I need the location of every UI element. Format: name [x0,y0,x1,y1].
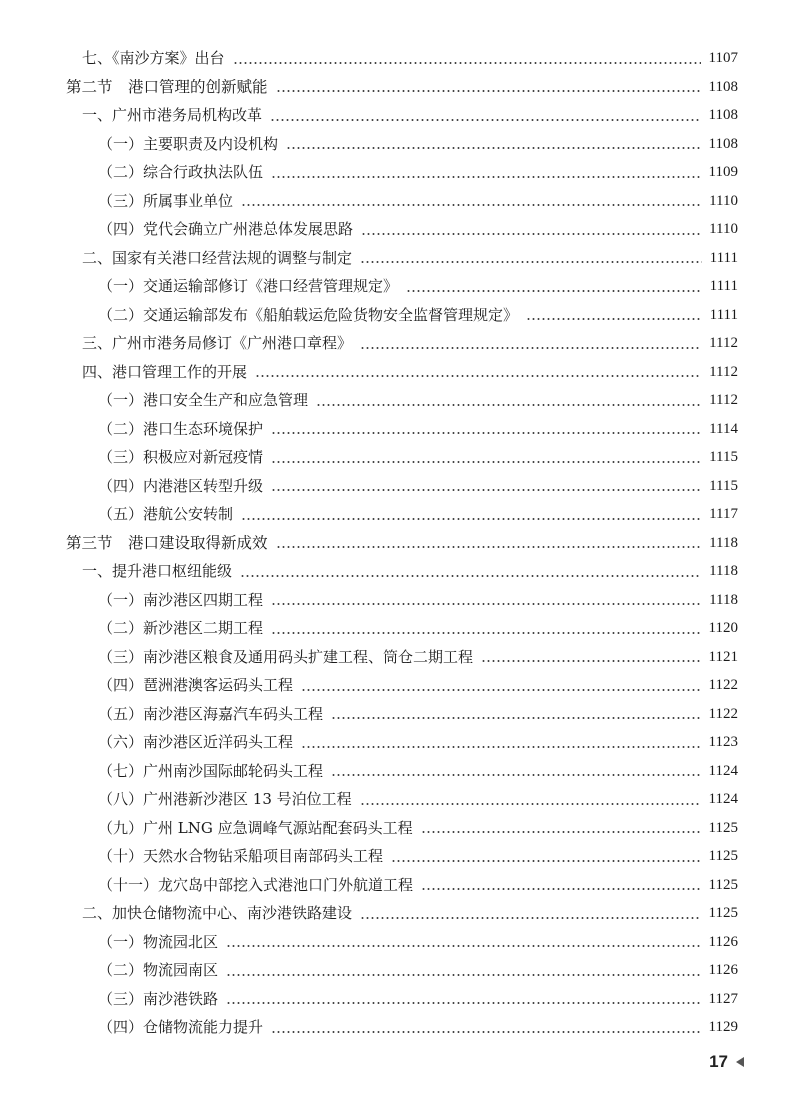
dot-leader [271,461,701,463]
toc-subentry[interactable] [66,386,738,415]
toc-subentry[interactable] [66,187,738,216]
toc-label: （四）党代会确立广州港总体发展思路 [98,220,354,238]
dot-leader [360,917,701,919]
dot-leader [226,945,701,947]
toc-label: （五）港航公安转制 [98,505,234,523]
toc-page-number: 1125 [708,905,738,921]
table-of-contents [66,44,738,1042]
toc-label: （七）广州南沙国际邮轮码头工程 [98,761,324,780]
dot-leader [240,575,701,577]
toc-page-number: 1112 [709,392,738,408]
toc-label: （一）物流园北区 [98,932,219,951]
toc-entry[interactable] [66,358,738,387]
dot-leader [391,860,701,862]
toc-page-number: 1108 [708,107,738,123]
toc-subentry[interactable] [66,586,738,615]
toc-section[interactable] [66,529,738,558]
toc-entry[interactable] [66,44,738,73]
toc-page-number: 1126 [708,933,738,950]
toc-page-number: 1122 [708,705,738,722]
dot-leader [301,746,701,748]
toc-subentry[interactable] [66,785,738,814]
toc-page-number: 1114 [709,420,738,437]
toc-page-number: 1112 [709,335,738,351]
dot-leader [271,489,701,491]
dot-leader [331,774,701,776]
toc-entry[interactable] [66,101,738,130]
toc-page-number: 1107 [708,50,738,66]
dot-leader [271,432,701,434]
toc-subentry[interactable] [66,472,738,501]
toc-subentry[interactable] [66,928,738,957]
toc-entry[interactable] [66,899,738,928]
toc-entry[interactable] [66,244,738,273]
dot-leader [286,147,701,149]
toc-page-number: 1111 [709,306,738,323]
page-folio [709,1052,744,1072]
toc-subentry[interactable] [66,985,738,1014]
toc-page-number: 1126 [708,962,738,978]
toc-subentry[interactable] [66,443,738,472]
toc-page-number: 1118 [709,563,738,579]
toc-label: （三）南沙港区粮食及通用码头扩建工程、筒仓二期工程 [98,647,474,666]
dot-leader [406,290,702,292]
toc-label: （八）广州港新沙港区 13 号泊位工程 [98,790,352,808]
toc-label: （一）交通运输部修订《港口经营管理规定》 [98,277,399,295]
toc-subentry[interactable] [66,130,738,159]
dot-leader [526,318,702,320]
toc-subentry[interactable] [66,415,738,444]
toc-page-number: 1124 [708,762,738,779]
dot-leader [481,660,701,662]
dot-leader [255,375,701,377]
toc-page-number: 1110 [709,221,738,237]
toc-page-number: 1125 [708,848,738,864]
dot-leader [301,689,701,691]
toc-label: 一、广州市港务局机构改革 [82,106,263,124]
toc-label: （三）南沙港铁路 [98,989,219,1008]
toc-label: （九）广州 LNG 应急调峰气源站配套码头工程 [98,818,413,837]
page-number: 17 [709,1052,728,1071]
toc-subentry[interactable] [66,842,738,871]
dot-leader [421,888,701,890]
dot-leader [276,546,702,548]
toc-page-number: 1112 [709,363,738,380]
toc-label: （四）琶洲港澳客运码头工程 [98,676,294,694]
toc-page-number: 1129 [708,1019,738,1035]
triangle-left-icon [736,1057,744,1067]
toc-page-number: 1117 [709,506,738,522]
toc-page-number: 1111 [709,249,738,266]
toc-page-number: 1123 [708,734,738,750]
toc-page-number: 1124 [708,791,738,807]
toc-page-number: 1127 [708,990,738,1007]
toc-page-number: 1125 [708,876,738,893]
dot-leader [271,1031,701,1033]
toc-label: （三）所属事业单位 [98,191,234,210]
toc-subentry[interactable] [66,643,738,672]
toc-page-number: 1120 [708,620,738,636]
toc-subentry[interactable] [66,272,738,301]
toc-label: 四、港口管理工作的开展 [82,362,248,381]
toc-label: （一）主要职责及内设机构 [98,134,279,153]
toc-label: （十一）龙穴岛中部挖入式港池口门外航道工程 [98,875,414,894]
toc-label: 第二节 港口管理的创新赋能 [66,77,268,96]
dot-leader [271,176,701,178]
toc-page-number: 1118 [709,591,738,608]
toc-label: （二）综合行政执法队伍 [98,163,264,181]
dot-leader [233,62,701,64]
dot-leader [360,347,701,349]
dot-leader [316,404,701,406]
dot-leader [361,233,701,235]
toc-entry[interactable] [66,329,738,358]
dot-leader [271,603,701,605]
toc-page-number: 1111 [709,278,738,294]
toc-subentry[interactable] [66,158,738,187]
toc-subentry[interactable] [66,500,738,529]
toc-label: （四）仓储物流能力提升 [98,1018,264,1036]
toc-label: 一、提升港口枢纽能级 [82,562,233,580]
toc-page-number: 1108 [708,135,738,152]
toc-label: （一）南沙港区四期工程 [98,590,264,609]
toc-label: （一）港口安全生产和应急管理 [98,391,309,409]
toc-label: （三）积极应对新冠疫情 [98,448,264,466]
toc-subentry[interactable] [66,871,738,900]
dot-leader [270,119,701,121]
toc-label: 第三节 港口建设取得新成效 [66,533,268,552]
toc-label: 二、加快仓储物流中心、南沙港铁路建设 [82,904,353,922]
toc-label: （二）交通运输部发布《船舶载运危险货物安全监督管理规定》 [98,305,519,324]
toc-subentry[interactable] [66,757,738,786]
toc-subentry[interactable] [66,728,738,757]
toc-label: （四）内港港区转型升级 [98,476,264,495]
toc-subentry[interactable] [66,614,738,643]
toc-page-number: 1118 [709,534,738,551]
toc-subentry[interactable] [66,671,738,700]
toc-label: 三、广州市港务局修订《广州港口章程》 [82,334,353,352]
toc-section[interactable] [66,73,738,102]
toc-page-number: 1125 [708,819,738,836]
toc-label: （二）物流园南区 [98,961,219,979]
toc-page-number: 1115 [709,477,738,494]
dot-leader [331,717,701,719]
dot-leader [360,261,702,263]
dot-leader [226,1002,701,1004]
toc-subentry[interactable] [66,956,738,985]
toc-subentry[interactable] [66,215,738,244]
toc-label: （二）港口生态环境保护 [98,419,264,438]
toc-label: （五）南沙港区海嘉汽车码头工程 [98,704,324,723]
dot-leader [360,803,701,805]
dot-leader [421,831,701,833]
toc-label: 二、国家有关港口经营法规的调整与制定 [82,248,353,267]
toc-page-number: 1108 [708,78,738,95]
toc-page-number: 1121 [708,648,738,665]
toc-page-number: 1115 [709,449,738,465]
toc-entry[interactable] [66,557,738,586]
toc-page-number: 1122 [708,677,738,693]
toc-page-number: 1109 [708,164,738,180]
dot-leader [241,518,701,520]
toc-subentry[interactable] [66,1013,738,1042]
dot-leader [271,632,701,634]
toc-label: （十）天然水合物钻采船项目南部码头工程 [98,847,384,865]
toc-label: （二）新沙港区二期工程 [98,619,264,637]
dot-leader [276,90,701,92]
toc-subentry[interactable] [66,700,738,729]
toc-label: （六）南沙港区近洋码头工程 [98,733,294,751]
dot-leader [241,204,701,206]
toc-subentry[interactable] [66,814,738,843]
toc-label: 七、《南沙方案》出台 [82,49,225,67]
toc-subentry[interactable] [66,301,738,330]
dot-leader [226,974,701,976]
toc-page-number: 1110 [709,192,738,209]
